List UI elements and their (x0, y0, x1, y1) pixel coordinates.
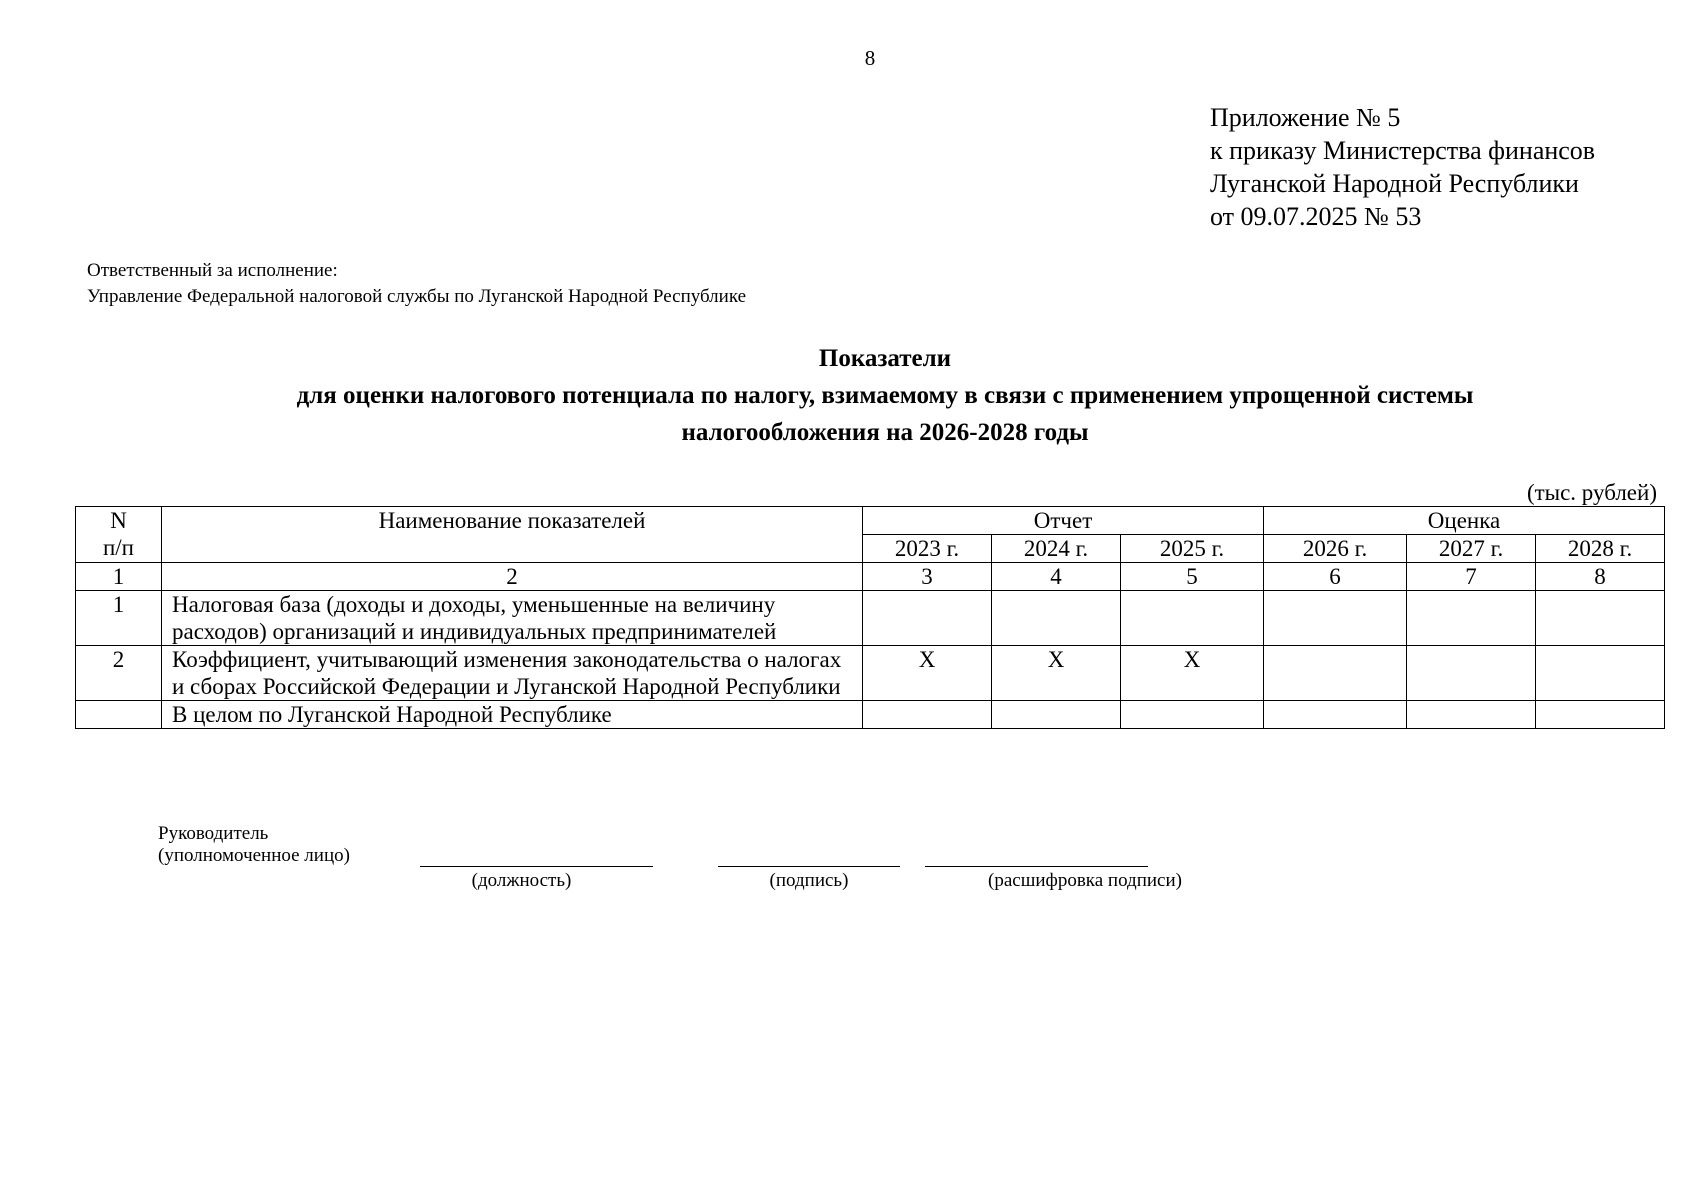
header-num-line-2: п/п (102, 535, 134, 560)
table-row-total (76, 701, 1665, 729)
column-number: 4 (992, 563, 1121, 591)
row-value (992, 701, 1121, 729)
row-value: Х (1121, 646, 1264, 701)
title-line-2: для оценки налогового потенциала по налогу, взимаемому в связи с применением упрощенной системы (296, 382, 1474, 409)
row-value (1121, 701, 1264, 729)
column-number-row (76, 563, 1665, 591)
header-num (76, 507, 162, 563)
signature-title-line-2: (уполномоченное лицо) (158, 845, 350, 866)
title-line-3: налогообложения на 2026-2028 годы (681, 419, 1089, 446)
units-label: (тыс. рублей) (1526, 480, 1657, 505)
appendix-line-1: Приложение № 5 (1210, 103, 1401, 132)
appendix-line-2: к приказу Министерства финансов (1210, 136, 1596, 165)
column-number: 6 (1264, 563, 1407, 591)
appendix-header (1210, 101, 1595, 233)
position-caption: (должность) (471, 870, 572, 891)
row-num (76, 701, 162, 729)
header-num-line-1: N (110, 508, 127, 533)
header-report: Отчет (863, 507, 1264, 535)
header-estimate: Оценка (1264, 507, 1665, 535)
document-title (0, 340, 1697, 451)
header-name: Наименование показателей (162, 507, 863, 563)
row-name: В целом по Луганской Народной Республике (162, 701, 863, 729)
decoding-caption: (расшифровка подписи) (988, 870, 1182, 891)
row-value (863, 591, 992, 646)
table-row (76, 591, 1665, 646)
row-value (1536, 646, 1665, 701)
indicators-table (75, 506, 1665, 729)
row-value (1536, 591, 1665, 646)
sign-signature-line (718, 866, 900, 867)
sign-caption: (подпись) (769, 870, 849, 891)
row-value (1407, 591, 1536, 646)
row-value (1121, 591, 1264, 646)
title-line-1: Показатели (818, 345, 952, 372)
header-row-1 (76, 507, 1665, 535)
row-num: 2 (76, 646, 162, 701)
column-number: 8 (1536, 563, 1665, 591)
row-name: Коэффициент, учитывающий изменения законодательства о налогах и сборах Российской Федерации и Луганской Народной Республики (162, 646, 863, 701)
row-value (992, 591, 1121, 646)
header-year: 2026 г. (1264, 535, 1407, 563)
position-signature-line (420, 866, 653, 867)
column-number: 3 (863, 563, 992, 591)
header-year: 2025 г. (1121, 535, 1264, 563)
row-value (1264, 646, 1407, 701)
column-number: 5 (1121, 563, 1264, 591)
row-value (863, 701, 992, 729)
column-number: 2 (162, 563, 863, 591)
responsible-org: Управление Федеральной налоговой службы по Луганской Народной Республике (87, 286, 747, 307)
row-value (1264, 591, 1407, 646)
decoding-signature-line (925, 866, 1148, 867)
header-year: 2027 г. (1407, 535, 1536, 563)
row-value (1407, 646, 1536, 701)
row-value: Х (863, 646, 992, 701)
header-year: 2024 г. (992, 535, 1121, 563)
table-row (76, 646, 1665, 701)
row-value (1407, 701, 1536, 729)
column-number: 1 (76, 563, 162, 591)
row-value (1264, 701, 1407, 729)
row-name: Налоговая база (доходы и доходы, уменьшенные на величину расходов) организаций и индивидуальных предпринимателей (162, 591, 863, 646)
signature-title-line-1: Руководитель (158, 823, 269, 844)
row-value (1536, 701, 1665, 729)
column-number: 7 (1407, 563, 1536, 591)
header-year: 2023 г. (863, 535, 992, 563)
row-value: Х (992, 646, 1121, 701)
responsible-label: Ответственный за исполнение: (87, 260, 338, 281)
signature-title (158, 823, 350, 867)
appendix-line-4: от 09.07.2025 № 53 (1210, 202, 1422, 231)
header-year: 2028 г. (1536, 535, 1665, 563)
appendix-line-3: Луганской Народной Республики (1210, 169, 1579, 198)
responsible-block (87, 258, 746, 310)
row-num: 1 (76, 591, 162, 646)
page-number: 8 (864, 46, 876, 70)
